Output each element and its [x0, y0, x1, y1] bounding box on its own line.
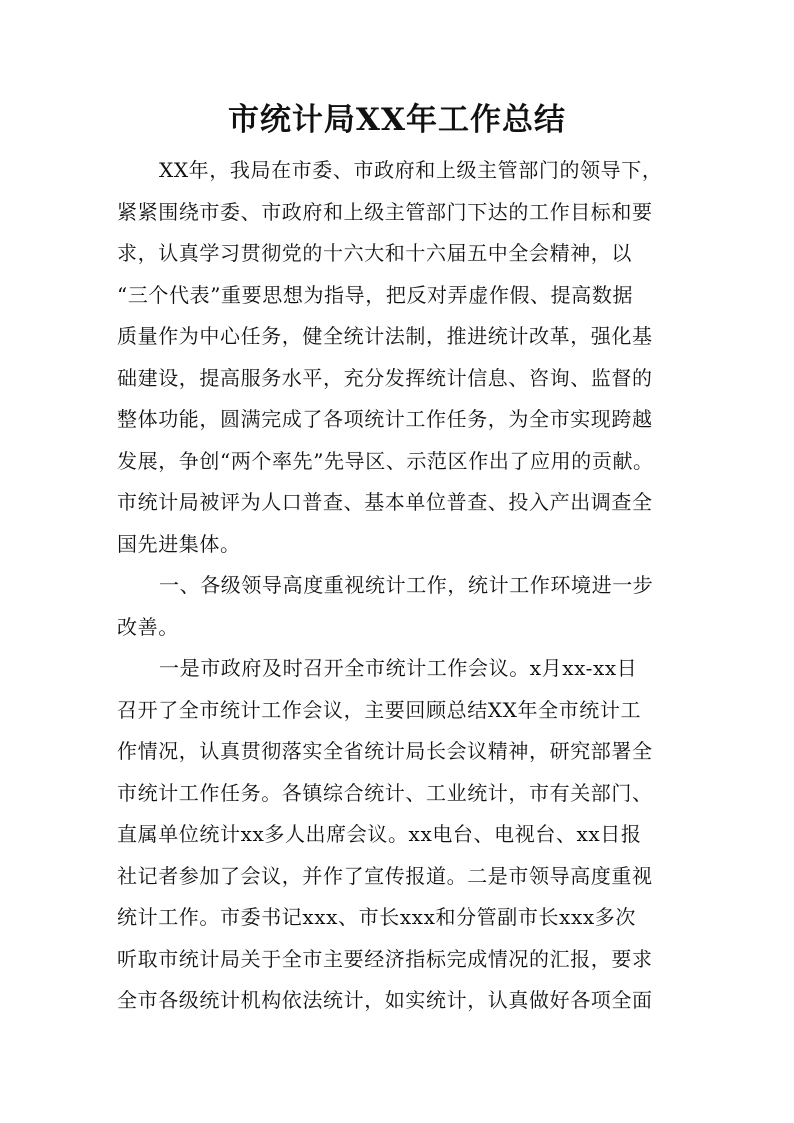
- text-line: 改善。: [117, 614, 179, 639]
- text-line: 市统计局被评为人口普查、基本单位普查、投入产出调查全: [117, 490, 653, 514]
- text-line: 质量作为中心任务，健全统计法制，推进统计改革，强化基: [117, 324, 653, 348]
- document-body: [117, 150, 677, 1022]
- text-line: 召开了全市统计工作会议，主要回顾总结XX年全市统计工: [117, 697, 642, 722]
- text-line: 国先进集体。: [117, 531, 241, 556]
- text-line: 紧紧围绕市委、市政府和上级主管部门下达的工作目标和要: [117, 199, 653, 224]
- paragraph-meeting: [117, 648, 677, 1022]
- text-line: 社记者参加了会议，并作了宣传报道。二是市领导高度重视: [117, 863, 653, 888]
- paragraph-section-heading: [117, 565, 677, 648]
- text-line: 础建设，提高服务水平，充分发挥统计信息、咨询、监督的: [117, 365, 653, 390]
- text-line: “三个代表”重要思想为指导，把反对弄虚作假、提高数据: [117, 282, 634, 307]
- text-line: 直属单位统计xx多人出席会议。xx电台、电视台、xx日报: [117, 822, 642, 846]
- text-line: 统计工作。市委书记xxx、市长xxx和分管副市长xxx多次: [117, 905, 636, 929]
- document-title: 市统计局XX年工作总结: [227, 102, 567, 138]
- text-line: 一是市政府及时召开全市统计工作会议。x月xx-xx日: [159, 656, 638, 680]
- paragraph-intro: [117, 150, 677, 565]
- text-line: 全市各级统计机构依法统计，如实统计，认真做好各项全面: [117, 988, 653, 1012]
- text-line: 听取市统计局关于全市主要经济指标完成情况的汇报，要求: [117, 946, 653, 971]
- text-line: 市统计工作任务。各镇综合统计、工业统计，市有关部门、: [117, 780, 653, 805]
- text-line: 求，认真学习贯彻党的十六大和十六届五中全会精神，以: [117, 241, 632, 265]
- text-line: 一、各级领导高度重视统计工作，统计工作环境进一步: [159, 573, 654, 597]
- text-line: 整体功能，圆满完成了各项统计工作任务，为全市实现跨越: [117, 407, 653, 431]
- text-line: 作情况，认真贯彻落实全省统计局长会议精神，研究部署全: [117, 739, 653, 763]
- text-line: XX年，我局在市委、市政府和上级主管部门的领导下，: [159, 158, 663, 182]
- text-line: 发展，争创“两个率先”先导区、示范区作出了应用的贡献。: [117, 448, 654, 473]
